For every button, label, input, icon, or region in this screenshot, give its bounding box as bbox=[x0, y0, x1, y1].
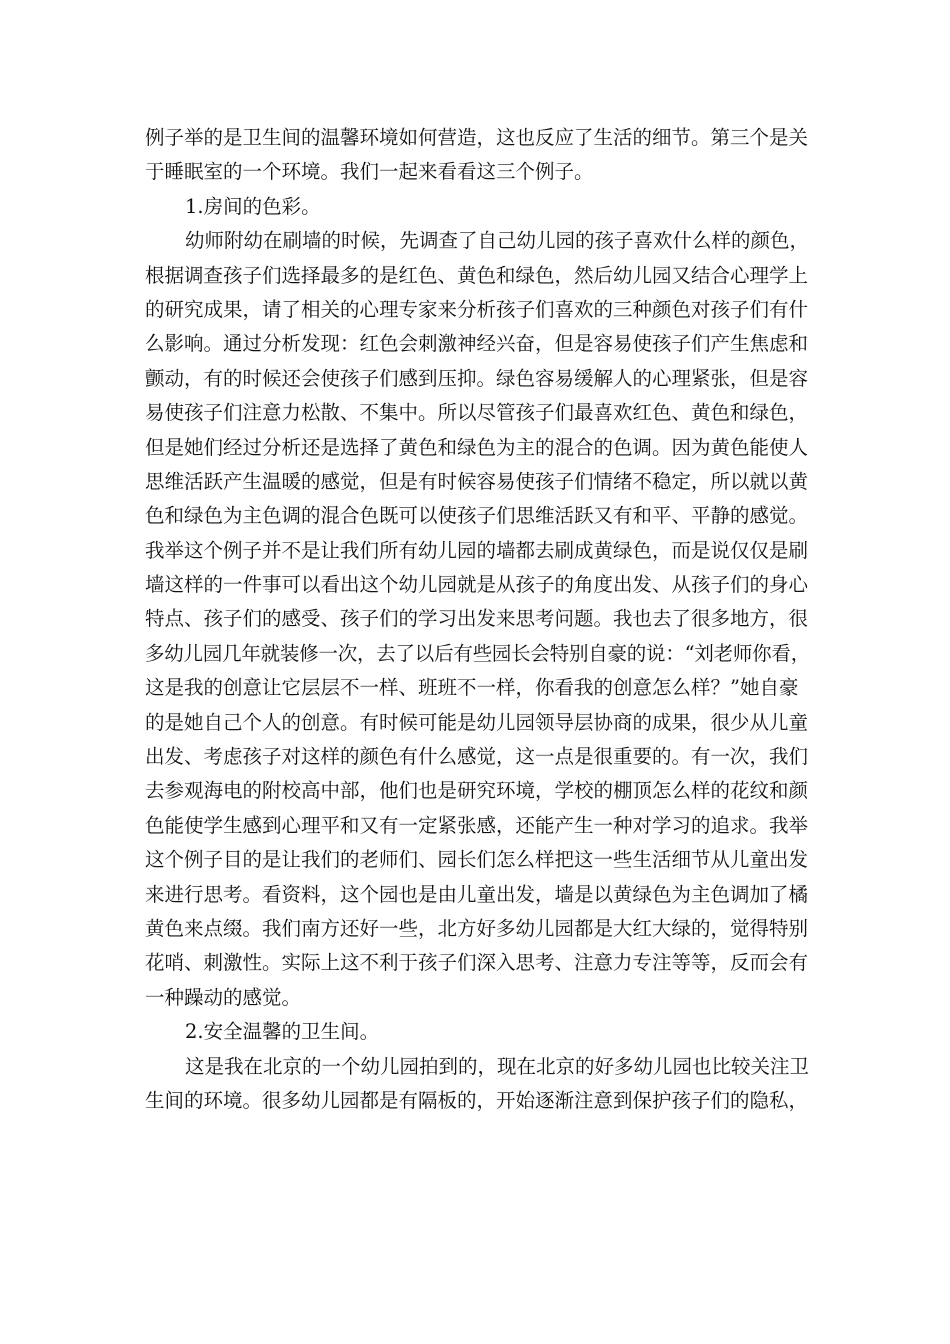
document-body bbox=[145, 121, 810, 1118]
text-line: 一种躁动的感觉。 bbox=[145, 985, 302, 1009]
text-line: 例子举的是卫生间的温馨环境如何营造，这也反应了生活的细节。第三个是关 bbox=[145, 126, 809, 149]
text-line: 去参观海电的附校高中部，他们也是研究环境，学校的棚顶怎么样的花纹和颜 bbox=[145, 779, 809, 803]
text-line: 思维活跃产生温暖的感觉，但是有时候容易使孩子们情绪不稳定，所以就以黄 bbox=[145, 469, 809, 493]
text-line: 根据调查孩子们选择最多的是红色、黄色和绿色，然后幼儿园又结合心理学上 bbox=[145, 263, 809, 287]
paragraph-start: 幼师附幼在刷墙的时候，先调查了自己幼儿园的孩子喜欢什么样的颜色， bbox=[185, 229, 810, 253]
text-line: 易使孩子们注意力松散、不集中。所以尽管孩子们最喜欢红色、黄色和绿色， bbox=[145, 401, 809, 425]
text-line: 这是我的创意让它层层不一样、班班不一样，你看我的创意怎么样？”她自豪 bbox=[145, 676, 799, 700]
text-line: 的研究成果，请了相关的心理专家来分析孩子们喜欢的三种颜色对孩子们有什 bbox=[145, 297, 809, 321]
text-line: 特点、孩子们的感受、孩子们的学习出发来思考问题。我也去了很多地方，很 bbox=[145, 607, 809, 631]
section-heading-colors: 1.房间的色彩。 bbox=[185, 194, 321, 218]
paragraph-start: 这是我在北京的一个幼儿园拍到的，现在北京的好多幼儿园也比较关注卫 bbox=[185, 1054, 810, 1078]
text-line: 的是她自己个人的创意。有时候可能是幼儿园领导层协商的成果，很少从儿童 bbox=[145, 710, 809, 734]
text-line: 来进行思考。看资料，这个园也是由儿童出发，墙是以黄绿色为主色调加了橘 bbox=[145, 882, 809, 906]
text-line: 么影响。通过分析发现：红色会刺激神经兴奋，但是容易使孩子们产生焦虑和 bbox=[145, 332, 809, 356]
text-line: 色和绿色为主色调的混合色既可以使孩子们思维活跃又有和平、平静的感觉。 bbox=[145, 504, 809, 528]
text-line: 花哨、刺激性。实际上这不利于孩子们深入思考、注意力专注等等，反而会有 bbox=[145, 951, 809, 975]
text-line: 我举这个例子并不是让我们所有幼儿园的墙都去刷成黄绿色，而是说仅仅是刷 bbox=[145, 538, 809, 562]
text-line: 于睡眠室的一个环境。我们一起来看看这三个例子。 bbox=[145, 160, 594, 184]
text-line: 出发、考虑孩子对这样的颜色有什么感觉，这一点是很重要的。有一次，我们 bbox=[145, 745, 809, 769]
text-line: 颤动，有的时候还会使孩子们感到压抑。绿色容易缓解人的心理紧张，但是容 bbox=[145, 366, 809, 390]
section-heading-restroom: 2.安全温馨的卫生间。 bbox=[185, 1020, 380, 1044]
text-line: 但是她们经过分析还是选择了黄色和绿色为主的混合的色调。因为黄色能使人 bbox=[145, 435, 809, 459]
text-line: 这个例子目的是让我们的老师们、园长们怎么样把这一些生活细节从儿童出发 bbox=[145, 848, 809, 872]
text-line: 色能使学生感到心理平和又有一定紧张感，还能产生一种对学习的追求。我举 bbox=[145, 813, 809, 837]
text-line: 多幼儿园几年就装修一次，去了以后有些园长会特别自豪的说：“刘老师你看， bbox=[145, 641, 810, 665]
text-line: 生间的环境。很多幼儿园都是有隔板的，开始逐渐注意到保护孩子们的隐私， bbox=[145, 1088, 809, 1112]
text-line: 墙这样的一件事可以看出这个幼儿园就是从孩子的角度出发、从孩子们的身心 bbox=[145, 573, 809, 597]
text-line: 黄色来点缀。我们南方还好一些，北方好多幼儿园都是大红大绿的，觉得特别 bbox=[145, 916, 809, 940]
